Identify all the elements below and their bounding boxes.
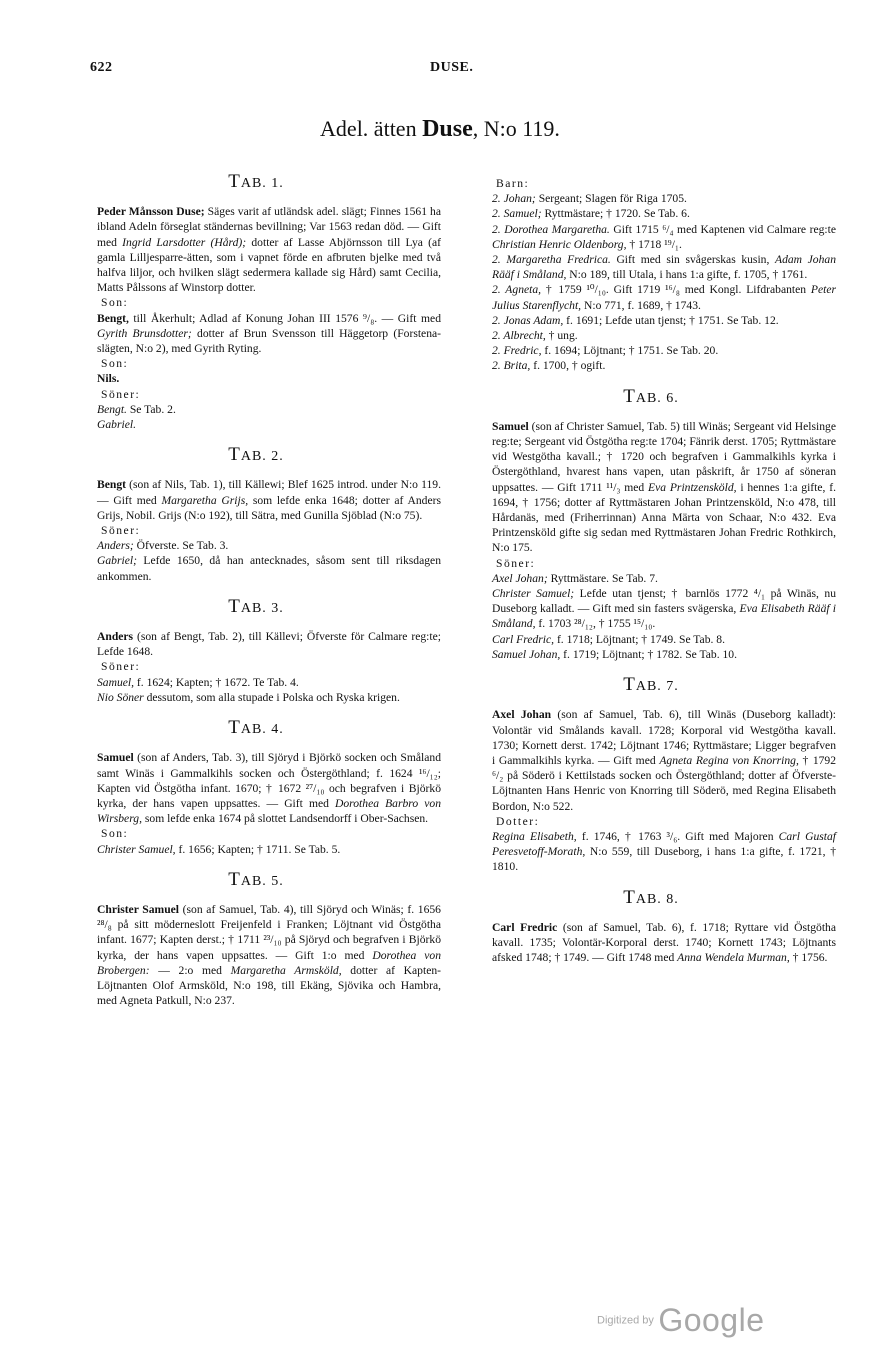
child-entry <box>466 632 836 647</box>
barn-label: Barn: <box>496 177 530 190</box>
child-name: 2. Fredric, <box>492 344 542 358</box>
entry-text: dotter af Lasse Abjörnsson till Lya (af gamla Lilljesparre-ätten, som i vapnet förde en afbruten bjelke med två halfva liljor, och hvilken slägt sedermera kallade sig Hård) samt Cecilia, Matts Pålssons af Winstorp dotter. <box>97 235 442 295</box>
page-title <box>0 116 880 143</box>
tab-5-heading <box>71 868 441 890</box>
digitized-watermark <box>597 1302 765 1339</box>
soner-label: Söner: <box>496 556 536 570</box>
child-name: Gabriel. <box>97 418 136 432</box>
entry-text: (son af Samuel, Tab. 6), till Winäs (Duseborg kalladt): Volontär vid Smålands kavall. 1728; Korporal vid Westgötha kavall. 1730; Kornett derst. 1742; Löjtnant 1746; Ryttmästare; Ligger begrafven i Gammalkihls kyrka. — Gift med <box>492 708 836 767</box>
child-name: Samuel, <box>97 675 135 689</box>
title-suffix: , N:o 119. <box>472 116 560 141</box>
child-entry <box>71 690 441 705</box>
child-name: Anders; <box>97 539 134 553</box>
child-entry <box>466 222 836 252</box>
entry-text: (son af Christer Samuel, Tab. 5) till Winäs; Sergeant vid Helsinge reg:te; Sergeant vid Östgötha reg:te 1704; Fänrik derst. 1705; Ryttmästare vid Westgötha kavall.; † 1720 och begrafven i Gammalkihls kyrka i Östergöthland, hvarest hans vapen, utan påskrift, år 1750 af söneran uppsattes. — Gift 1711 ¹¹/₃ med <box>492 419 836 494</box>
tab-heading-text: TAB. 8. <box>623 886 679 908</box>
tab-heading-text: TAB. 6. <box>623 385 679 407</box>
child-entry <box>466 282 836 312</box>
child-entry <box>466 328 836 343</box>
tab-3-entry <box>71 629 441 659</box>
child-entry <box>466 206 836 221</box>
tab-1-entry <box>71 204 441 295</box>
child-name: Axel Johan; <box>492 571 548 585</box>
child-text: † 1759 ¹⁰/₁₀. Gift 1719 ¹⁶/₈ med Kongl. Lifdrabanten <box>541 283 811 297</box>
spouse-name: Adam Johan Rääf i Småland, <box>492 253 836 282</box>
entry-text: i hennes 1:a gifte, f. 1694, † 1756; dotter af Ryttmästaren Johan Printzensköld, N:o 478, till Hårdanäs, med (Friherrinnan) Anna Märta von Schaar, N:o 432. Eva Printzensköld gifte sig sedan med Ryttmästaren Johan Fredric Rothkirch, N:o 175. <box>492 480 836 555</box>
child-entry <box>466 191 836 206</box>
tab-3-heading <box>71 595 441 617</box>
child-text: Lefde utan tjenst; † barnlös 1772 ⁴/₁ på Winäs, nu Duseborg kalladt. — Gift med sin fasters svägerska, <box>492 587 836 616</box>
tab-2-entry <box>71 477 441 523</box>
child-text: dessutom, som alla stupade i Polska och Ryska krigen. <box>143 690 400 704</box>
tab-2-heading <box>71 444 441 466</box>
child-name: Samuel Johan, <box>492 647 561 661</box>
spouse-name: Eva Elisabeth Rääf i Småland, <box>492 602 836 631</box>
tab-4-entry <box>71 750 441 826</box>
entry-text: † 1756. <box>789 951 828 965</box>
right-column <box>466 176 836 965</box>
child-name: Christer Samuel; <box>492 587 575 601</box>
son-label: Son: <box>101 296 129 310</box>
person-name: Nils. <box>97 372 120 386</box>
child-entry <box>71 402 441 417</box>
entry-text: som lefde enka 1648; dotter af Anders Grijs, Nobil. Grijs (N:o 192), till Sätra, med Gunilla Sjöblad (N:o 75). <box>97 493 441 522</box>
child-entry <box>466 252 836 282</box>
entry-text: (son af Anders, Tab. 3), till Sjöryd i Björkö socken och Småland samt Winäs i Gammalkihls socken och Östergöthland; f. 1624 ¹⁶/₁₂; Kapten vid Östgötha infant. 1670; † 1672 ²⁷/₁₀ och begrafven i Björkö kyrka, der hans vapen uppsattes. — Gift med <box>97 751 441 810</box>
entry-text: (son af Bengt, Tab. 2), till Källevi; Öfverste för Calmare reg:te; Lefde 1648. <box>97 630 441 659</box>
tab-6-heading <box>466 385 836 407</box>
child-name: 2. Agneta, <box>492 283 542 297</box>
soner-label: Söner: <box>101 660 141 674</box>
person-name: Carl Fredric <box>492 920 558 934</box>
child-name: Bengt. <box>97 402 127 416</box>
child-entry <box>71 553 441 583</box>
child-text: f. 1624; Kapten; † 1672. Te Tab. 4. <box>134 675 299 689</box>
child-text: f. 1718; Löjtnant; † 1749. Se Tab. 8. <box>554 632 725 646</box>
child-text: Ryttmästare; † 1720. Se Tab. 6. <box>541 207 690 221</box>
title-family-name: Duse <box>422 116 473 142</box>
son-label: Son: <box>101 827 129 841</box>
spouse-name: Christian Henric Oldenborg, <box>492 237 627 251</box>
running-head: DUSE. <box>430 60 474 75</box>
child-text: Gift 1715 ⁶/₄ med Kaptenen vid Calmare reg:te <box>609 222 836 236</box>
tab-1-grandson <box>71 371 441 386</box>
child-entry <box>466 358 836 373</box>
child-name: 2. Dorothea Margaretha. <box>492 222 610 236</box>
entry-text: till Åkerhult; Adlad af Konung Johan III 1576 ⁹/₈. — Gift med <box>128 311 441 325</box>
child-text: N:o 559, till Duseborg, i hans 1:a gifte, f. 1721, † 1810. <box>492 845 836 874</box>
child-entry <box>71 417 441 432</box>
left-column <box>71 171 442 1008</box>
spouse-name: Peter Julius Starenflycht, <box>492 283 837 312</box>
child-name: 2. Samuel; <box>492 207 542 221</box>
child-text: N:o 771, f. 1689, † 1743. <box>581 298 701 312</box>
child-entry <box>466 313 836 328</box>
child-entry <box>71 675 441 690</box>
child-entry <box>71 842 441 857</box>
page-number: 622 <box>90 60 113 75</box>
person-name: Christer Samuel <box>97 902 180 916</box>
google-logo: Google <box>658 1302 765 1338</box>
child-name: 2. Margaretha Fredrica. <box>492 253 611 267</box>
child-text: Sergeant; Slagen för Riga 1705. <box>535 192 687 206</box>
child-name: Christer Samuel, <box>97 842 176 856</box>
entry-text: (son af Nils, Tab. 1), till Källewi; Blef 1625 introd. under N:o 119. — Gift med <box>97 478 441 507</box>
person-name: Bengt <box>97 478 126 492</box>
tab-heading-text: TAB. 4. <box>228 717 284 739</box>
tab-heading-text: TAB. 5. <box>228 868 284 890</box>
tab-7-heading <box>466 674 836 696</box>
child-text: f. 1703 ²⁸/₁₂, † 1755 ¹⁵/₁₀. <box>535 617 656 631</box>
child-text: f. 1700, † ogift. <box>530 359 606 373</box>
spouse-name: Margaretha Grijs, <box>161 493 249 507</box>
child-name: 2. Brita, <box>492 359 531 373</box>
spouse-name: Eva Printzensköld, <box>648 480 737 494</box>
child-text: f. 1691; Lefde utan tjenst; † 1751. Se Tab. 12. <box>563 313 779 327</box>
child-text: Se Tab. 2. <box>126 402 176 416</box>
title-prefix: Adel. ätten <box>320 116 417 141</box>
child-text: † 1718 ¹⁹/₁. <box>626 237 682 251</box>
person-name: Axel Johan <box>492 708 552 722</box>
child-text: f. 1656; Kapten; † 1711. Se Tab. 5. <box>175 842 341 856</box>
child-text: f. 1746, † 1763 ³/₆. Gift med Majoren <box>576 829 779 843</box>
child-text: N:o 189, till Utala, i hans 1:a gifte, f. 1705, † 1761. <box>566 268 808 282</box>
tab-heading-text: TAB. 3. <box>228 595 284 617</box>
child-entry <box>466 586 836 632</box>
tab-8-heading <box>466 886 836 908</box>
spouse-name: Dorothea Barbro von Wirsberg, <box>97 796 441 826</box>
child-text: f. 1719; Löjtnant; † 1782. Se Tab. 10. <box>560 647 737 661</box>
spouse-name: Dorothea von Brobergen: <box>97 948 441 977</box>
son-label: Son: <box>101 357 129 371</box>
child-text: f. 1694; Löjtnant; † 1751. Se Tab. 20. <box>541 344 719 358</box>
child-text: Gift med sin svågerskas kusin, <box>610 253 775 267</box>
tab-heading-text: TAB. 1. <box>228 171 284 192</box>
spouse-name: Ingrid Larsdotter (Hård); <box>122 235 247 249</box>
child-entry <box>466 647 836 662</box>
soner-label: Söner: <box>101 524 141 538</box>
person-name: Samuel <box>97 751 134 765</box>
spouse-name: Carl Gustaf Peresvetoff-Morath, <box>492 829 836 859</box>
child-text: Öfverste. Se Tab. 3. <box>133 539 229 553</box>
tab-8-entry <box>466 920 836 966</box>
entry-text: dotter af Brun Svensson till Häggetorp (Forstena-slägten, N:o 2), med Gyrith Ryting. <box>97 326 441 356</box>
tab-7-entry <box>466 707 836 813</box>
tab-heading-text: TAB. 7. <box>623 674 679 696</box>
person-name: Anders <box>97 630 134 644</box>
entry-text: Säges varit af utländsk adel. slägt; Finnes 1561 ha ibland Adeln förseglat ständernas bevillning; Var 1563 redan död. — Gift med <box>97 205 441 249</box>
entry-text: (son af Samuel, Tab. 4), till Sjöryd och Winäs; f. 1656 ²⁸/₈ på sitt möderneslott Freijenfeld i Franken; Löjtnant vid Östgötha infant. 1677; Kapten derst.; † 1711 ²³/₁₀ på Sjöryd och begrafven i Björkö kyrka, der hans vapen uppsattes. — Gift 1:o med <box>97 902 441 962</box>
person-name: Peder Månsson Duse; <box>97 205 205 219</box>
child-text: † ung. <box>545 329 578 343</box>
child-name: Regina Elisabeth, <box>492 829 577 843</box>
child-entry <box>466 343 836 358</box>
entry-text: — 2:o med <box>149 963 231 977</box>
dotter-label: Dotter: <box>496 814 540 828</box>
tab-1-heading <box>71 171 441 192</box>
spouse-name: Margaretha Armsköld, <box>230 963 342 977</box>
tab-5-entry <box>71 902 441 1008</box>
entry-text: som lefde enka 1674 på slottet Landsendorff i Ober-Sachsen. <box>141 812 429 826</box>
child-name: Carl Fredric, <box>492 632 555 646</box>
child-name: 2. Johan; <box>492 192 536 206</box>
soner-label: Söner: <box>101 387 141 401</box>
tab-1-son-entry <box>71 311 441 357</box>
person-name: Samuel <box>492 419 529 433</box>
child-name: 2. Jonas Adam, <box>492 313 564 327</box>
child-entry <box>71 538 441 553</box>
child-name: Nio Söner <box>97 690 144 704</box>
digitized-by-text: Digitized by <box>597 1314 654 1327</box>
child-text: Lefde 1650, då han antecknades, såsom sent till riksdagen ankommen. <box>97 554 441 583</box>
spouse-name: Gyrith Brunsdotter; <box>97 326 192 340</box>
spouse-name: Agneta Regina von Knorring, <box>659 753 799 767</box>
tab-4-heading <box>71 717 441 739</box>
tab-heading-text: TAB. 2. <box>228 444 284 466</box>
child-text: Ryttmästare. Se Tab. 7. <box>547 571 658 585</box>
person-name: Bengt, <box>97 311 129 325</box>
tab-6-entry <box>466 419 836 556</box>
entry-text: (son af Samuel, Tab. 6), f. 1718; Ryttare vid Östgötha kavall. 1735; Volontär-Korporal derst. 1740; Kornett 1743; Löjtnants afsked 1748; † 1749. — Gift 1748 med <box>492 920 836 965</box>
entry-text: dotter af Kapten-Löjtnanten Olof Armsköld, N:o 198, till Ekäng, Sjövika och Hambra, med Agneta Patkull, N:o 237. <box>97 963 441 1008</box>
entry-text: † 1792 ⁶/₂ på Söderö i Kettilstads socken och Östergöthland; dotter af Öfverste-Löjtnanten Hans Henric von Knorring till Söderö, med Regina Elisabeth Bordon, N:o 522. <box>492 753 837 813</box>
child-name: Gabriel; <box>97 554 137 568</box>
child-entry <box>466 829 836 875</box>
child-name: 2. Albrecht, <box>492 329 546 343</box>
child-entry <box>466 571 836 586</box>
spouse-name: Anna Wendela Murman, <box>677 951 790 965</box>
